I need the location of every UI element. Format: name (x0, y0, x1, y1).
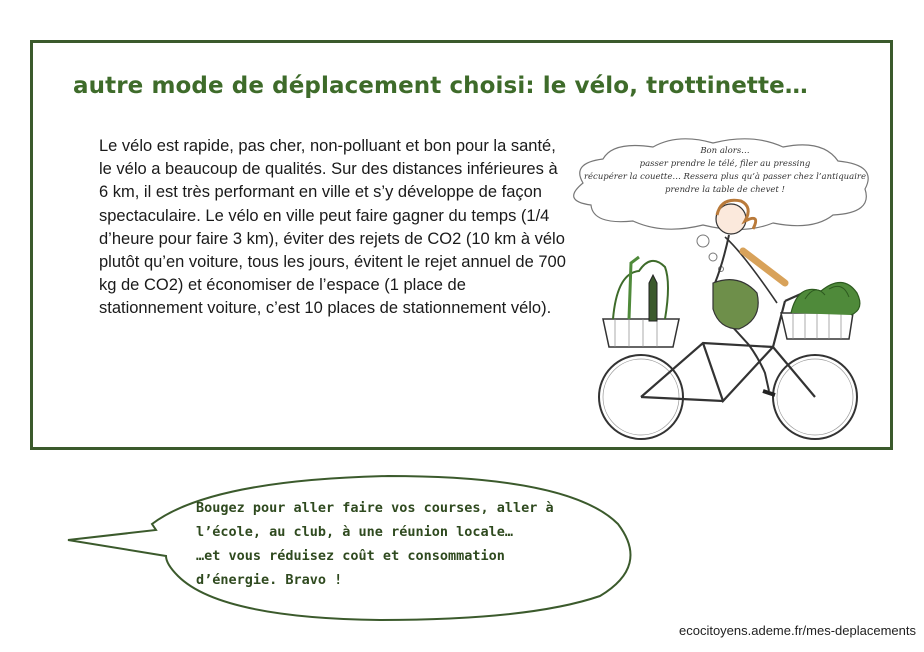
footer-url: ecocitoyens.ademe.fr/mes-deplacements (678, 623, 916, 638)
speech-bubble-text (196, 496, 568, 592)
thought-line: Bon alors… (700, 146, 750, 156)
baguette (743, 251, 785, 283)
card-title: autre mode de déplacement choisi: le vélo, trottinette… (73, 73, 808, 99)
speech-line: …et vous réduisez coût et consommation (196, 548, 505, 564)
thought-bubble-text (561, 145, 889, 223)
cyclist-illustration (553, 133, 883, 449)
rider-skirt (713, 280, 758, 329)
thought-dot (697, 235, 709, 247)
card-body-text: Le vélo est rapide, pas cher, non-polluant et bon pour la santé, le vélo a beaucoup de qualités. Sur des distances inférieures à 6 km, il est très performant en ville et s’y développe de façon spectaculaire. Le vélo en ville peut faire gagner du temps (1/4 d’heure pour faire 3 km), éviter des rejets de CO2 (10 km à vélo plutôt qu’en voiture, tous les jours, évitent le rejet annuel de 700 kg de CO2) et économiser de l’espace (1 place de stationnement voiture, c’est 10 places de stationnement vélo). (99, 137, 566, 318)
thought-line: récupérer la couette… Ressera plus qu’à passer chez l’antiquaire (583, 172, 867, 182)
thought-line: prendre la table de chevet ! (665, 185, 785, 195)
thought-dot (709, 253, 717, 261)
info-card (30, 40, 893, 450)
vegetables (791, 282, 860, 315)
wine-bottle (649, 275, 657, 321)
speech-line: Bougez pour aller faire vos courses, aller à (196, 500, 554, 516)
speech-line: d’énergie. Bravo ! (196, 572, 343, 588)
rear-basket (603, 319, 679, 347)
speech-line: l’école, au club, à une réunion locale… (196, 524, 513, 540)
thought-line: passer prendre le télé, filer au pressing (639, 159, 811, 169)
